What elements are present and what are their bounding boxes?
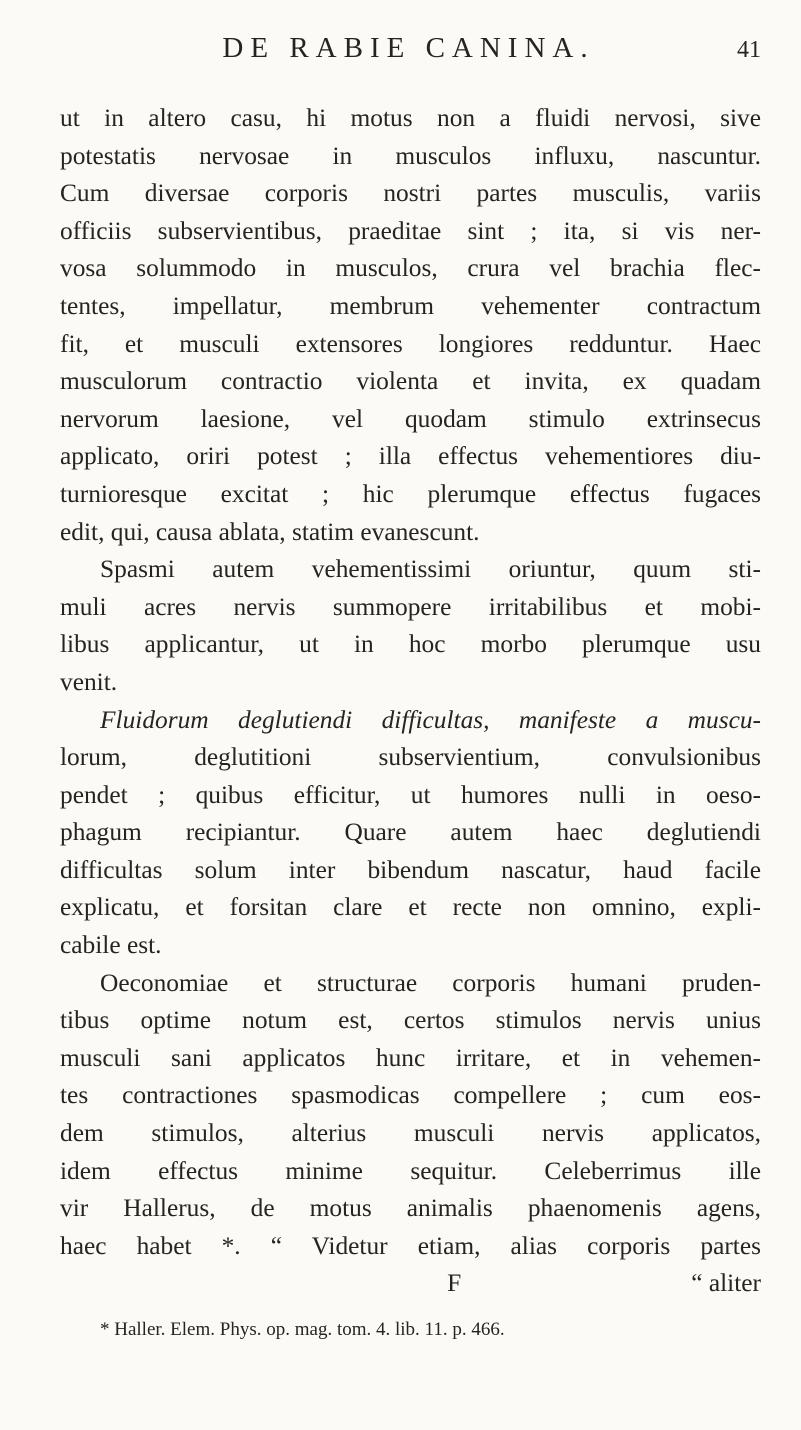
text-line: lorum, deglutitioni subservientium, convulsionibus [60, 743, 761, 772]
text-line: pendet ; quibus efficitur, ut humores nulli in oeso- [60, 780, 761, 809]
signature-and-catchword [60, 1265, 761, 1303]
text-line: musculi sani applicatos hunc irritare, et in vehemen- [60, 1043, 761, 1072]
text-line: Cum diversae corporis nostri partes musculis, variis [60, 179, 761, 208]
text-line: vosa solummodo in musculos, crura vel brachia flec- [60, 254, 761, 283]
text-line: Oeconomiae et structurae corporis humani pruden- [100, 968, 761, 997]
text-line: haec habet *. “ Videtur etiam, alias corporis partes [60, 1231, 761, 1260]
text-line: applicato, oriri potest ; illa effectus vehementiores diu- [60, 442, 761, 471]
footnote: * Haller. Elem. Phys. op. mag. tom. 4. lib. 11. p. 466. [100, 1319, 505, 1340]
signature-mark: F [447, 1269, 462, 1298]
text-line: dem stimulos, alterius musculi nervis applicatos, [60, 1119, 761, 1148]
running-title: DE RABIE CANINA. [222, 32, 595, 64]
text-line: musculorum contractio violenta et invita, ex quadam [60, 367, 761, 396]
text-line: idem effectus minime sequitur. Celeberrimus ille [60, 1156, 761, 1185]
text-line: tentes, impellatur, membrum vehementer contractum [60, 291, 761, 320]
text-line: turnioresque excitat ; hic plerumque effectus fugaces [60, 479, 761, 508]
catchword: “ aliter [691, 1269, 761, 1298]
text-line: officiis subservientibus, praeditae sint ; ita, si vis ner- [60, 216, 761, 245]
text-line: ut in altero casu, hi motus non a fluidi nervosi, sive [60, 104, 761, 132]
text-line: muli acres nervis summopere irritabilibus et mobi- [60, 592, 761, 621]
text-line: vir Hallerus, de motus animalis phaenomenis agens, [60, 1194, 761, 1223]
text-line: difficultas solum inter bibendum nascatur, haud facile [60, 855, 761, 884]
text-line: edit, qui, causa ablata, statim evanescunt. [60, 517, 480, 546]
text-line: fit, et musculi extensores longiores redduntur. Haec [60, 329, 761, 358]
text-line: libus applicantur, ut in hoc morbo plerumque usu [60, 630, 761, 659]
text-line: Fluidorum deglutiendi difficultas, manifeste a muscu- [100, 705, 761, 734]
page-number: 41 [737, 37, 761, 63]
text-line: venit. [60, 667, 118, 696]
text-line: cabile est. [60, 931, 162, 960]
text-line: tibus optime notum est, certos stimulos nervis unius [60, 1006, 761, 1035]
page-header [60, 32, 761, 92]
text-line: explicatu, et forsitan clare et recte non omnino, expli- [60, 893, 761, 922]
text-line: phagum recipiantur. Quare autem haec deglutiendi [60, 818, 761, 847]
text-line: nervorum laesione, vel quodam stimulo extrinsecus [60, 404, 761, 433]
text-line: Spasmi autem vehementissimi oriuntur, quum sti- [100, 555, 761, 584]
text-line: tes contractiones spasmodicas compellere ; cum eos- [60, 1081, 761, 1110]
text-line: potestatis nervosae in musculos influxu, nascuntur. [60, 141, 761, 170]
body-text [60, 100, 761, 1303]
